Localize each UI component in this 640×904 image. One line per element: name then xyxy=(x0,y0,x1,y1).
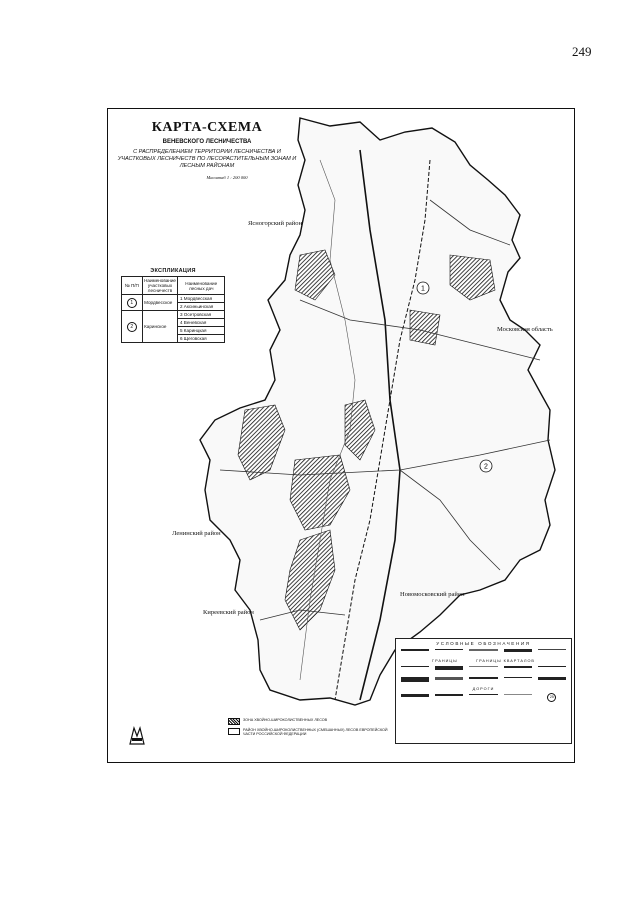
legend-title: УСЛОВНЫЕ ОБОЗНАЧЕНИЯ xyxy=(436,641,531,646)
region-label-kireevsky: Киреевский район xyxy=(203,609,254,616)
dacha-cell: 4 Веневская xyxy=(178,319,225,327)
explication-col-dacha: Наименование лесных дач xyxy=(178,277,225,295)
map-title-block xyxy=(117,120,297,180)
map-subtitle: ВЕНЕВСКОГО ЛЕСНИЧЕСТВА xyxy=(162,139,252,145)
legend-symbol xyxy=(501,692,535,703)
region-label-yasnogorsky: Ясногорский район xyxy=(248,220,302,227)
legend-symbol xyxy=(398,692,432,703)
legend-quarter-sample: 25 xyxy=(535,692,569,703)
empty-swatch-icon xyxy=(228,728,240,735)
zone-legend-row-hatch: ЗОНА ХВОЙНО-ШИРОКОЛИСТВЕННЫХ ЛЕСОВ xyxy=(228,718,388,725)
legend-symbol xyxy=(432,664,466,675)
svg-text:1: 1 xyxy=(421,285,425,293)
legend-symbol xyxy=(398,647,432,658)
dacha-cell: 5 Каринцкая xyxy=(178,327,225,335)
legend-symbol xyxy=(466,675,500,686)
zone-legend-row-empty: РАЙОН ХВОЙНО-ШИРОКОЛИСТВЕННЫХ (СМЕШАННЫХ) ЛЕСОВ ЕВРОПЕЙСКОЙ ЧАСТИ РОССИЙСКОЙ ФЕДЕРАЦИИ xyxy=(228,728,388,736)
dacha-cell: 3 Осетровская xyxy=(178,311,225,319)
legend-symbol xyxy=(501,675,535,686)
legend-symbol xyxy=(535,664,569,675)
map-title: КАРТА-СХЕМА xyxy=(151,120,263,135)
forest-zone-mid xyxy=(410,310,440,345)
legend-symbol xyxy=(501,647,535,658)
legend-roads-heading: ДОРОГИ xyxy=(472,687,495,691)
dacha-cell: 6 Щеговская xyxy=(178,335,225,343)
legend-symbol xyxy=(535,647,569,658)
map-scale: Масштаб 1 : 200 000 xyxy=(206,174,248,180)
table-row xyxy=(122,295,225,303)
legend-symbol xyxy=(501,664,535,675)
legend-symbol xyxy=(432,692,466,703)
legend-symbol xyxy=(535,675,569,686)
legend-symbol xyxy=(432,647,466,658)
district-marker-1 xyxy=(417,282,429,294)
legend-symbol xyxy=(398,664,432,675)
legend-symbol xyxy=(466,647,500,658)
zone-legend xyxy=(228,718,388,739)
explication-title: ЭКСПЛИКАЦИЯ xyxy=(150,268,196,274)
svg-text:2: 2 xyxy=(484,463,488,471)
hatch-swatch-icon xyxy=(228,718,240,725)
page-number: 249 xyxy=(572,44,592,59)
legend-symbol xyxy=(432,675,466,686)
explication-col-district: Наименование участковых лесничеств xyxy=(144,278,176,293)
legend-symbol xyxy=(466,664,500,675)
district-name: Мордвесское xyxy=(142,295,178,311)
district-name: Каринское xyxy=(142,311,178,343)
legend-symbol xyxy=(398,675,432,686)
map-legend xyxy=(395,638,572,744)
explication-col-num: № П/П xyxy=(122,277,143,295)
dacha-cell: 2 Аксиньинская xyxy=(178,303,225,311)
region-label-novomoskovsky: Новомосковский район xyxy=(400,591,465,598)
publisher-logo-icon xyxy=(128,724,146,746)
district-number: 2 xyxy=(127,322,137,332)
explication-table xyxy=(121,268,225,343)
map-description: С РАСПРЕДЕЛЕНИЕМ ТЕРРИТОРИИ ЛЕСНИЧЕСТВА И УЧАСТКОВЫХ ЛЕСНИЧЕСТВ ПО ЛЕСОРАСТИТЕЛЬНЫМ ЗОНАМ И ЛЕСНЫМ РАЙОНАМ xyxy=(117,149,297,169)
explication-grid xyxy=(121,276,225,343)
region-label-leninsky: Ленинский район xyxy=(172,530,221,537)
region-label-moscow-oblast: Московская область xyxy=(497,326,553,333)
district-number: 1 xyxy=(127,298,137,308)
legend-boundaries-heading: ГРАНИЦЫ ГРАНИЦЫ КВАРТАЛОВ xyxy=(432,659,535,663)
explication-header-row xyxy=(122,277,225,295)
legend-symbol xyxy=(466,692,500,703)
dacha-cell: 1 Мордвесская xyxy=(178,295,225,303)
district-marker-2 xyxy=(480,460,492,472)
table-row xyxy=(122,311,225,319)
